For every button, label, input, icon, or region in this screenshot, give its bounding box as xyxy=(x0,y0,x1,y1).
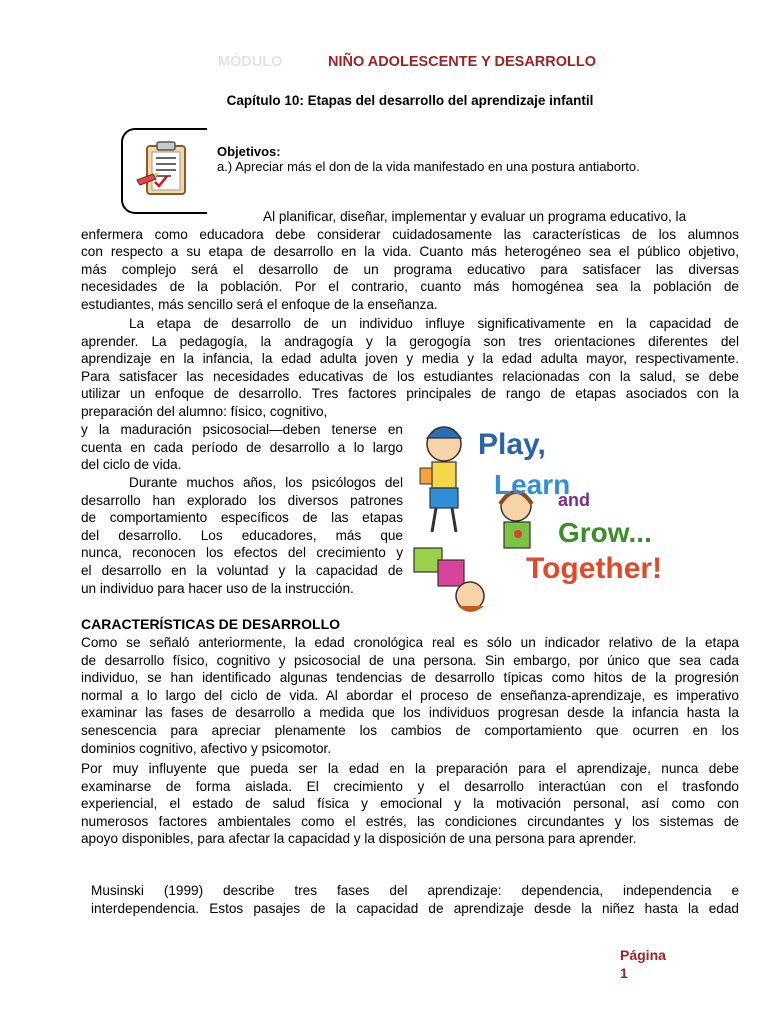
text-line: Al planificar, diseñar, implementar y evaluar un programa educativo, la xyxy=(263,209,687,224)
section-title: CARACTERÍSTICAS DE DESARROLLO xyxy=(81,616,341,632)
illustration-word: Play, xyxy=(478,428,546,461)
text-line: examinar las fases de desarrollo a medida que los individuos progresan desde la infancia hasta la xyxy=(81,705,739,721)
paragraph-psychologists xyxy=(81,474,403,597)
clipboard-icon xyxy=(131,136,201,206)
text-line: Por muy influyente que pueda ser la edad en la preparación para el aprendizaje, nunca debe xyxy=(81,761,739,776)
text-line: del ciclo de vida. xyxy=(81,457,182,473)
text-line: individuo, se han identificado algunas tendencias de desarrollo típicas como hitos de la progresión xyxy=(81,670,739,686)
illustration-word: Together! xyxy=(526,552,663,585)
paragraph-intro xyxy=(81,208,739,314)
illustration-word: and xyxy=(558,490,591,510)
kid-figure-icon xyxy=(420,427,461,532)
text-line: La etapa de desarrollo de un individuo influye significativamente en la capacidad de xyxy=(129,316,739,331)
text-line: el desarrollo en la voluntad y la capacidad de xyxy=(81,562,403,578)
text-line: estudiantes, más sencillo será el enfoque de la enseñanza. xyxy=(81,296,438,312)
page-number xyxy=(620,946,666,982)
text-line: normal a lo largo del ciclo de vida. Al abordar el proceso de enseñanza-aprendizaje, es imperativo xyxy=(81,687,739,703)
kid-figure-icon xyxy=(414,548,484,612)
paragraph-stage-cont xyxy=(81,421,403,474)
text-line: Como se señaló anteriormente, la edad cronológica real es sólo un indicador relativo de la etapa xyxy=(81,635,739,650)
objective-item: a.) Apreciar más el don de la vida manifestado en una postura antiaborto. xyxy=(217,159,640,174)
objectives-frame xyxy=(121,128,207,214)
text-line: experiencial, el estado de salud física y emocional y la motivación personal, así como con xyxy=(81,796,739,812)
text-line: con respecto a su etapa de desarrollo en la vida. Cuanto más heterogéneo sea el público objetivo, xyxy=(81,244,739,260)
text-line: preparación del alumno: físico, cognitivo, xyxy=(81,403,328,419)
text-line: utilizar un enfoque de desarrollo. Tres factores principales de rango de etapas asociados con la xyxy=(81,386,739,402)
section-paragraph-2 xyxy=(81,760,739,848)
objectives-title: Objetivos: xyxy=(217,144,281,159)
play-learn-grow-illustration xyxy=(408,420,708,616)
text-line: y la maduración psicosocial—deben tenerse en xyxy=(81,422,403,437)
text-line: desarrollo han explorado los diversos patrones xyxy=(81,492,403,508)
text-line: de desarrollo físico, cognitivo y psicosocial de una persona. Sin embargo, por único que sea cada xyxy=(81,652,739,668)
text-line: necesidades de la población. Por el contrario, cuanto más homogénea sea la población de xyxy=(81,279,739,295)
text-line: interdependencia. Estos pasajes de la capacidad de aprendizaje desde la niñez hasta la edad xyxy=(91,900,739,916)
module-label: MÓDULO xyxy=(218,54,283,70)
text-line: enfermera como educadora debe considerar cuidadosamente las características de los alumnos xyxy=(81,226,739,242)
module-title: NIÑO ADOLESCENTE Y DESARROLLO xyxy=(328,54,597,70)
text-line: dominios cognitivo, afectivo y psicomotor. xyxy=(81,740,332,756)
text-line: Para satisfacer las necesidades educativas de los estudiantes relacionadas con la salud, se debe xyxy=(81,368,739,384)
paragraph-stage xyxy=(81,315,739,421)
illustration-word: Learn xyxy=(494,469,571,500)
text-line: un individuo para hacer uso de la instrucción. xyxy=(81,580,354,596)
section-paragraph-3 xyxy=(91,882,739,917)
text-line: Durante muchos años, los psicólogos del xyxy=(129,475,403,490)
section-paragraph-1 xyxy=(81,634,739,757)
text-line: aprender. La pedagogía, la andragogía y la gerogogía son tres orientaciones diferentes del xyxy=(81,333,739,349)
text-line: senescencia para apreciar plenamente los cambios de comportamiento que ocurren en los xyxy=(81,722,739,738)
page-value: 1 xyxy=(620,965,628,981)
text-line: numerosos factores ambientales como el estrés, las condiciones circundantes y los sistemas de xyxy=(81,813,739,829)
text-line: cuenta en cada período de desarrollo a lo largo xyxy=(81,439,403,455)
chapter-title: Capítulo 10: Etapas del desarrollo del aprendizaje infantil xyxy=(226,93,594,108)
text-line: apoyo disponibles, para afectar la capacidad y la disposición de una persona para aprender. xyxy=(81,831,637,847)
illustration-word: Grow... xyxy=(558,517,652,548)
text-line: Musinski (1999) describe tres fases del aprendizaje: dependencia, independencia e xyxy=(91,883,739,898)
text-line: de comportamiento específicos de las etapas xyxy=(81,510,403,526)
text-line: examinarse de forma aislada. El crecimiento y el desarrollo interactúan con el trasfondo xyxy=(81,778,739,794)
text-line: aprendizaje en la infancia, la edad adulta joven y media y la edad adulta mayor, respectivamente. xyxy=(81,351,739,367)
page-label: Página xyxy=(620,947,666,963)
text-line: nunca, reconocen los efectos del crecimiento y xyxy=(81,545,403,561)
text-line: más complejo será el desarrollo de un programa educativo para satisfacer las diversas xyxy=(81,261,739,277)
text-line: del desarrollo. Los educadores, más que xyxy=(81,527,403,543)
